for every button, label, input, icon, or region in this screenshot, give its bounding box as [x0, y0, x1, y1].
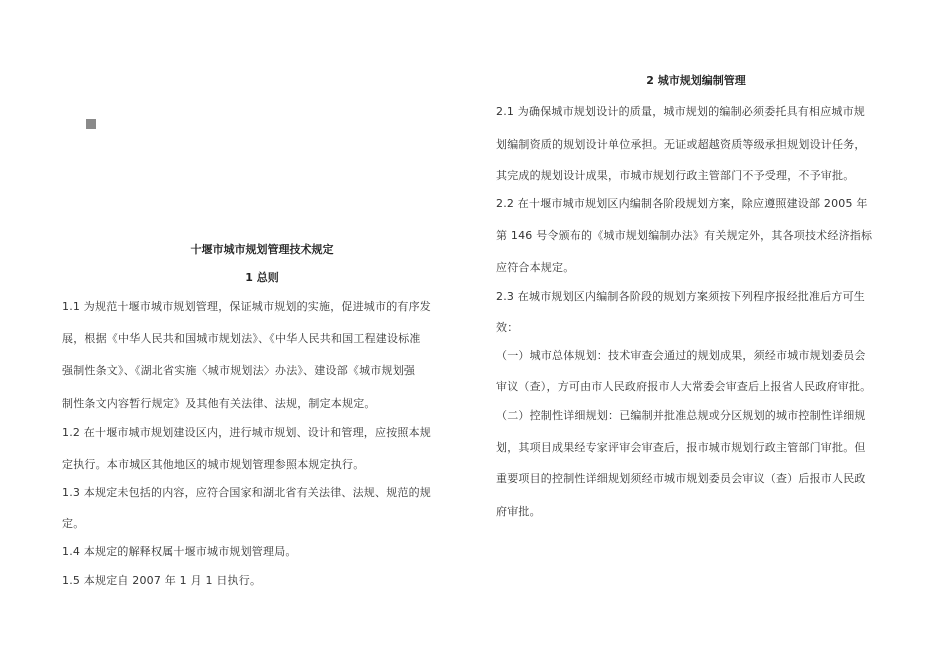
section-heading-planning: 2 城市规划编制管理 [646, 74, 746, 87]
paragraph-line: 应符合本规定。 [496, 261, 575, 274]
paragraph-line: 划编制资质的规划设计单位承担。无证或超越资质等级承担规划设计任务， [496, 138, 866, 151]
paragraph-line: 2.3 在城市规划区内编制各阶段的规划方案须按下列程序报经批准后方可生 [496, 290, 865, 303]
paragraph-line: 审议（查），方可由市人民政府报市人大常委会审查后上报省人民政府审批。 [496, 380, 872, 393]
paragraph-line: 1.2 在十堰市城市规划建设区内，进行城市规划、设计和管理，应按照本规 [62, 426, 431, 439]
square-bullet-icon [86, 119, 96, 129]
document-title: 十堰市城市规划管理技术规定 [190, 243, 334, 256]
paragraph-line: 1.5 本规定自 2007 年 1 月 1 日执行。 [62, 574, 262, 587]
paragraph-line: 1.1 为规范十堰市城市规划管理，保证城市规划的实施，促进城市的有序发 [62, 300, 431, 313]
paragraph-line: 展，根据《中华人民共和国城市规划法》、《中华人民共和国工程建设标准 [62, 332, 421, 345]
paragraph-line: 定。 [62, 517, 85, 530]
section-heading-general: 1 总则 [245, 271, 279, 284]
paragraph-line: 2.2 在十堰市城市规划区内编制各阶段规划方案，除应遵照建设部 2005 年 [496, 197, 868, 210]
paragraph-line: （二）控制性详细规划：已编制并批准总规或分区规划的城市控制性详细规 [496, 409, 866, 422]
paragraph-line: 1.3 本规定未包括的内容，应符合国家和湖北省有关法律、法规、规范的规 [62, 486, 431, 499]
paragraph-line: 其完成的规划设计成果，市城市规划行政主管部门不予受理，不予审批。 [496, 169, 855, 182]
paragraph-line: 2.1 为确保城市规划设计的质量，城市规划的编制必须委托具有相应城市规 [496, 105, 865, 118]
paragraph-line: 制性条文内容暂行规定》及其他有关法律、法规，制定本规定。 [62, 397, 376, 410]
paragraph-line: 府审批。 [496, 505, 541, 518]
paragraph-line: 效： [496, 321, 519, 334]
paragraph-line: 第 146 号令颁布的《城市规划编制办法》有关规定外，其各项技术经济指标 [496, 229, 873, 242]
paragraph-line: （一）城市总体规划：技术审查会通过的规划成果，须经市城市规划委员会 [496, 349, 866, 362]
paragraph-line: 划，其项目成果经专家评审会审查后，报市城市规划行政主管部门审批。但 [496, 441, 866, 454]
paragraph-line: 定执行。本市城区其他地区的城市规划管理参照本规定执行。 [62, 458, 365, 471]
paragraph-line: 重要项目的控制性详细规划须经市城市规划委员会审议（查）后报市人民政 [496, 472, 866, 485]
paragraph-line: 1.4 本规定的解释权属十堰市城市规划管理局。 [62, 545, 297, 558]
paragraph-line: 强制性条文》、《湖北省实施〈城市规划法〉办法》、建设部《城市规划强 [62, 364, 416, 377]
